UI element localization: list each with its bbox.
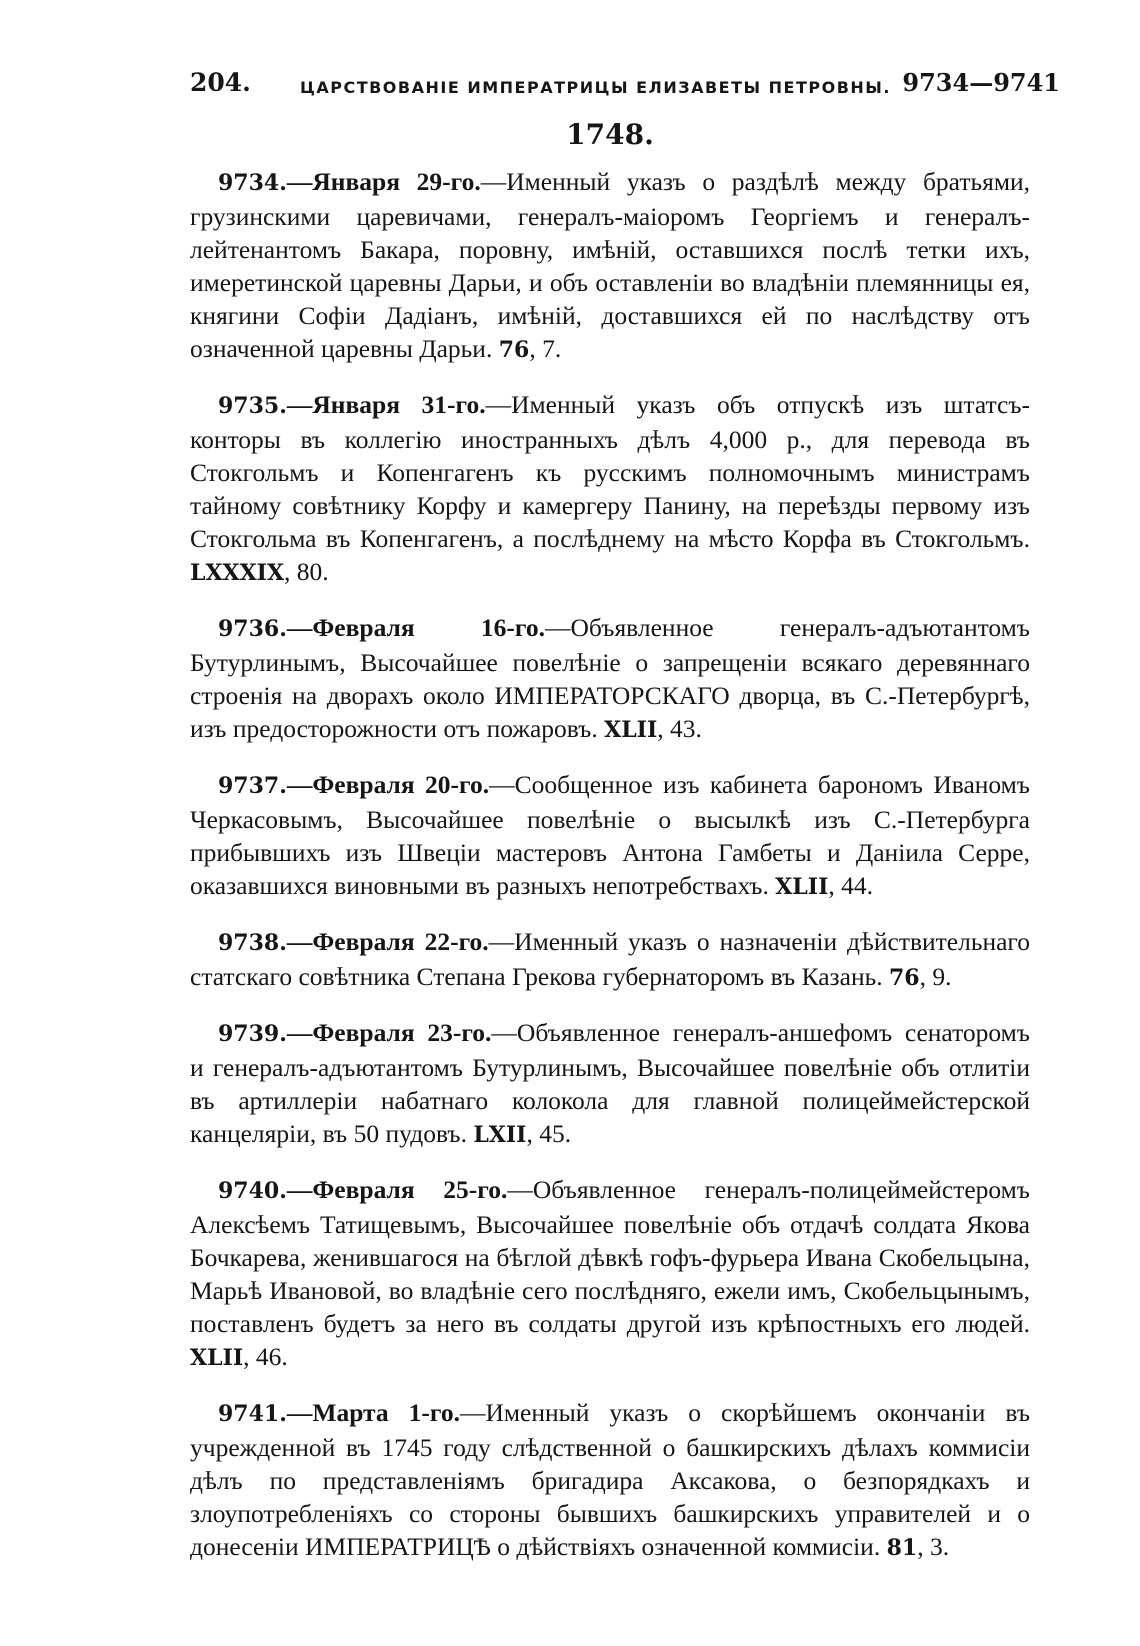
entry-citation-volume: LXXXIX bbox=[190, 560, 285, 586]
entry-range: 9734—9741 bbox=[902, 68, 1060, 97]
entry-number: 9735. bbox=[218, 393, 287, 419]
entry bbox=[190, 1173, 1030, 1375]
running-title: ЦАРСТВОВАНІЕ ИМПЕРАТРИЦЫ ЕЛИЗАВЕТЫ ПЕТРОВНЫ. bbox=[300, 78, 891, 97]
entry-date: —Февраля 25-го. bbox=[286, 1175, 508, 1204]
entry-date: —Марта 1-го. bbox=[286, 1398, 460, 1427]
entry-date: —Февраля 22-го. bbox=[286, 927, 489, 956]
entry-citation-page: , 46. bbox=[243, 1342, 288, 1371]
entry-text: —Сообщенное изъ кабинета барономъ Иваномъ Черкасовымъ, Высочайшее повелѣніе о высылкѣ изъ С.-Петербурга прибывшихъ изъ Швеціи мастеровъ Антона Гамбеты и Даніила Серре, оказавшихся виновными въ разныхъ непотребствахъ. bbox=[190, 770, 1030, 900]
entry-date: —Февраля 20-го. bbox=[286, 770, 490, 799]
entry-citation-volume: XLII bbox=[604, 717, 658, 743]
entry bbox=[190, 768, 1030, 904]
entry-number: 9737. bbox=[218, 773, 287, 799]
entry bbox=[190, 1396, 1030, 1565]
entry-citation-volume: 76 bbox=[498, 337, 530, 363]
entry-citation-page: , 80. bbox=[284, 557, 329, 586]
entry-citation-volume: XLII bbox=[775, 874, 829, 900]
entry bbox=[190, 925, 1030, 995]
entry-date: —Января 29-го. bbox=[286, 167, 481, 196]
entry-citation-page: , 9. bbox=[919, 962, 952, 991]
page-number: 204. bbox=[190, 68, 251, 97]
entry-number: 9740. bbox=[218, 1178, 287, 1204]
entry-date: —Января 31-го. bbox=[286, 390, 486, 419]
page-header bbox=[190, 68, 1060, 108]
entry-text: —Именный указъ о назначеніи дѣйствительнаго статскаго совѣтника Степана Грекова губернаторомъ въ Казань. bbox=[190, 927, 1031, 991]
entry-citation-page: , 43. bbox=[657, 714, 702, 743]
entry-citation-page: , 45. bbox=[526, 1119, 572, 1148]
entry-citation-volume: LXII bbox=[473, 1122, 527, 1148]
entry-date: —Февраля 16-го. bbox=[286, 613, 545, 642]
entry-number: 9736. bbox=[218, 616, 287, 642]
entry bbox=[190, 611, 1030, 747]
entry-number: 9741. bbox=[218, 1401, 287, 1427]
entry-citation-volume: 76 bbox=[888, 965, 920, 991]
entry-citation-page: , 3. bbox=[917, 1532, 950, 1561]
entry-text: —Объявленное генералъ-адъютантомъ Бутурлинымъ, Высочайшее повелѣніе о запрещеніи всякаго деревяннаго строенія на дворахъ около ИМПЕРАТОРСКАГО дворца, въ С.-Петербургѣ, изъ предосторожности отъ пожаровъ. bbox=[190, 613, 1030, 743]
entry-date: —Февраля 23-го. bbox=[286, 1018, 492, 1047]
year-heading: 1748. bbox=[566, 118, 654, 151]
entry-citation-page: , 44. bbox=[828, 871, 873, 900]
entry bbox=[190, 388, 1030, 590]
entries-list bbox=[190, 165, 1030, 1586]
entry-number: 9738. bbox=[218, 930, 287, 956]
entry-text: —Объявленное генералъ-аншефомъ сенаторомъ и генералъ-адъютантомъ Бутурлинымъ, Высочайшее повелѣніе объ отлитіи въ артиллеріи набатнаго колокола для главной полицеймейстерской канцеляріи, въ 50 пудовъ. bbox=[190, 1018, 1030, 1148]
entry-text: —Объявленное генералъ-полицеймейстеромъ Алексѣемъ Татищевымъ, Высочайшее повелѣніе объ отдачѣ солдата Якова Бочкарева, женившагося на бѣглой дѣвкѣ гофъ-фурьера Ивана Скобельцына, Марьѣ Ивановой, во владѣніе сего послѣдняго, ежели имъ, Скобельцынымъ, поставленъ будетъ за него въ солдаты другой изъ крѣпостныхъ его людей. bbox=[190, 1175, 1030, 1338]
entry-citation-volume: XLII bbox=[190, 1345, 244, 1371]
entry-text: —Именный указъ объ отпускѣ изъ штатсъ-конторы въ коллегію иностранныхъ дѣлъ 4,000 р., для перевода въ Стокгольмъ и Копенгагенъ къ русскимъ полномочнымъ министрамъ тайному совѣтнику Корфу и камергеру Панину, на переѣзды первому изъ Стокгольма въ Копенгагенъ, а послѣднему на мѣсто Корфа въ Стокгольмъ. bbox=[190, 390, 1030, 553]
entry-number: 9739. bbox=[218, 1021, 287, 1047]
entry-citation-page: , 7. bbox=[529, 334, 562, 363]
entry-text: —Именный указъ о раздѣлѣ между братьями, грузинскими царевичами, генералъ-маіоромъ Георгіемъ и генералъ-лейтенантомъ Бакара, поровну, имѣній, оставшихся послѣ тетки ихъ, имеретинской царевны Дарьи, и объ оставленіи во владѣніи племянницы ея, княгини Софіи Дадіанъ, имѣній, доставшихся ей по наслѣдству отъ означенной царевны Дарьи. bbox=[190, 167, 1030, 363]
entry-number: 9734. bbox=[218, 170, 287, 196]
entry-text: —Именный указъ о скорѣйшемъ окончаніи въ учрежденной въ 1745 году слѣдственной о башкирскихъ дѣлахъ коммисіи дѣлъ по представленіямъ бригадира Аксакова, о безпорядкахъ и злоупотребленіяхъ со стороны бывшихъ башкирскихъ управителей и о донесеніи ИМПЕРАТРИЦѢ о дѣйствіяхъ означенной коммисіи. bbox=[190, 1398, 1031, 1561]
entry bbox=[190, 165, 1030, 367]
entry-citation-volume: 81 bbox=[886, 1535, 918, 1561]
entry bbox=[190, 1016, 1030, 1152]
